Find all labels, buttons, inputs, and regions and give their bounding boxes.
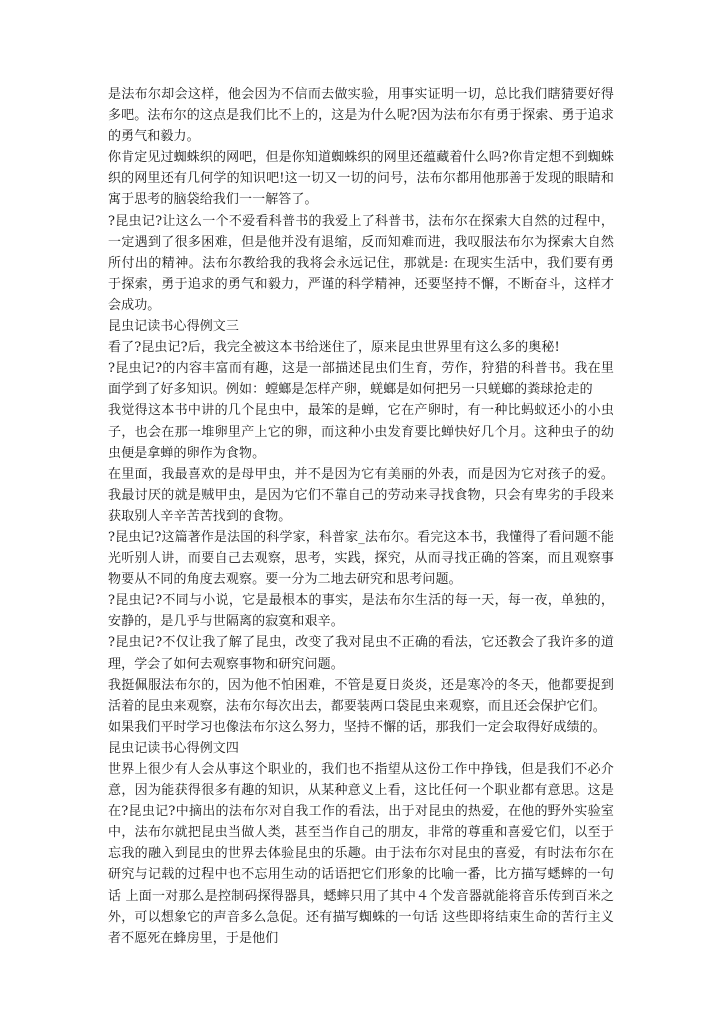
paragraph: 我挺佩服法布尔的，因为他不怕困难，不管是夏日炎炎，还是寒冷的冬天，他都要捉到活着的昆虫来观察，法布尔每次出去，都要装两口袋昆虫来观察，而且还会保护它们。: [108, 677, 614, 714]
paragraph: ?昆虫记?不同与小说，它是最根本的事实，是法布尔生活的每一天，每一夜，单独的，安静的，是几乎与世隔离的寂寞和艰辛。: [108, 593, 614, 630]
paragraph: ?昆虫记?的内容丰富而有趣，这是一部描述昆虫们生育，劳作，狩猎的科普书。我在里面学到了好多知识。例如：螳螂是怎样产卵，蜣螂是如何把另一只蜣螂的粪球抢走的: [108, 361, 614, 398]
section-heading: 昆虫记读书心得例文三: [108, 319, 240, 335]
paragraph: 如果我们平时学习也像法布尔这么努力，坚持不懈的话，那我们一定会取得好成绩的。: [108, 719, 606, 735]
section-heading: 昆虫记读书心得例文四: [108, 740, 240, 756]
paragraph: 你肯定见过蜘蛛织的网吧，但是你知道蜘蛛织的网里还蕴藏着什么吗?你肯定想不到蜘蛛织的网里还有几何学的知识吧!这一切又一切的问号，法布尔都用他那善于发现的眼睛和寓于思考的脑袋给我们一一解答了。: [108, 150, 614, 208]
paragraph: 是法布尔却会这样，他会因为不信而去做实验，用事实证明一切，总比我们瞎猜要好得多吧。法布尔的这点是我们比不上的，这是为什么呢?因为法布尔有勇于探索、勇于追求的勇气和毅力。: [108, 87, 614, 145]
paragraph: ?昆虫记?让这么一个不爱看科普书的我爱上了科普书，法布尔在探索大自然的过程中，一定遇到了很多困难，但是他并没有退缩，反而知难而进，我叹服法布尔为探索大自然所付出的精神。法布尔教给我的我将会永远记住，那就是: 在现实生活中，我们要有勇于探索，勇于追求的勇气和毅力，严谨的科学精神，还要坚持不懈，不断奋斗，这样才会成功。: [108, 213, 614, 313]
paragraph: 世界上很少有人会从事这个职业的，我们也不指望从这份工作中挣钱，但是我们不必介意，因为能获得很多有趣的知识，从某种意义上看，这比任何一个职业都有意思。这是在?昆虫记?中摘出的法布尔对自我工作的看法，出于对昆虫的热爱，在他的野外实验室中，法布尔就把昆虫当做人类，甚至当作自己的朋友，非常的尊重和喜爱它们，以至于忘我的融入到昆虫的世界去体验昆虫的乐趣。由于法布尔对昆虫的喜爱，有时法布尔在研究与记载的过程中也不忘用生动的话语把它们形象的比喻一番，比方描写蟋蟀的一句话 上面一对那么是控制码探得器具，蟋蟀只用了其中４个发音器就能将音乐传到百米之外，可以想象它的声音多么急促。还有描写蜘蛛的一句话 这些即将结束生命的苦行主义者不愿死在蜂房里，于是他们: [108, 762, 614, 946]
paragraph: 在里面，我最喜欢的是母甲虫，并不是因为它有美丽的外表，而是因为它对孩子的爱。我最讨厌的就是贼甲虫，是因为它们不靠自己的劳动来寻找食物，只会有卑劣的手段来获取别人辛辛苦苦找到的食物。: [108, 466, 614, 524]
paragraph: 看了?昆虫记?后，我完全被这本书给迷住了，原来昆虫世界里有这么多的奥秘!: [108, 340, 560, 356]
paragraph: 我觉得这本书中讲的几个昆虫中，最笨的是蝉，它在产卵时，有一种比蚂蚁还小的小虫子，也会在那一堆卵里产上它的卵，而这种小虫发育要比蝉快好几个月。这种虫子的幼虫便是拿蝉的卵作为食物。: [108, 403, 614, 461]
document-body: [108, 84, 614, 949]
paragraph: ?昆虫记?这篇著作是法国的科学家，科普家_法布尔。看完这本书，我懂得了看问题不能光听别人讲，而要自己去观察，思考，实践，探究，从而寻找正确的答案，而且观察事物要从不同的角度去观察。要一分为二地去研究和思考问题。: [108, 529, 614, 588]
paragraph: ?昆虫记?不仅让我了解了昆虫，改变了我对昆虫不正确的看法，它还教会了我许多的道理，学会了如何去观察事物和研究问题。: [108, 635, 614, 672]
